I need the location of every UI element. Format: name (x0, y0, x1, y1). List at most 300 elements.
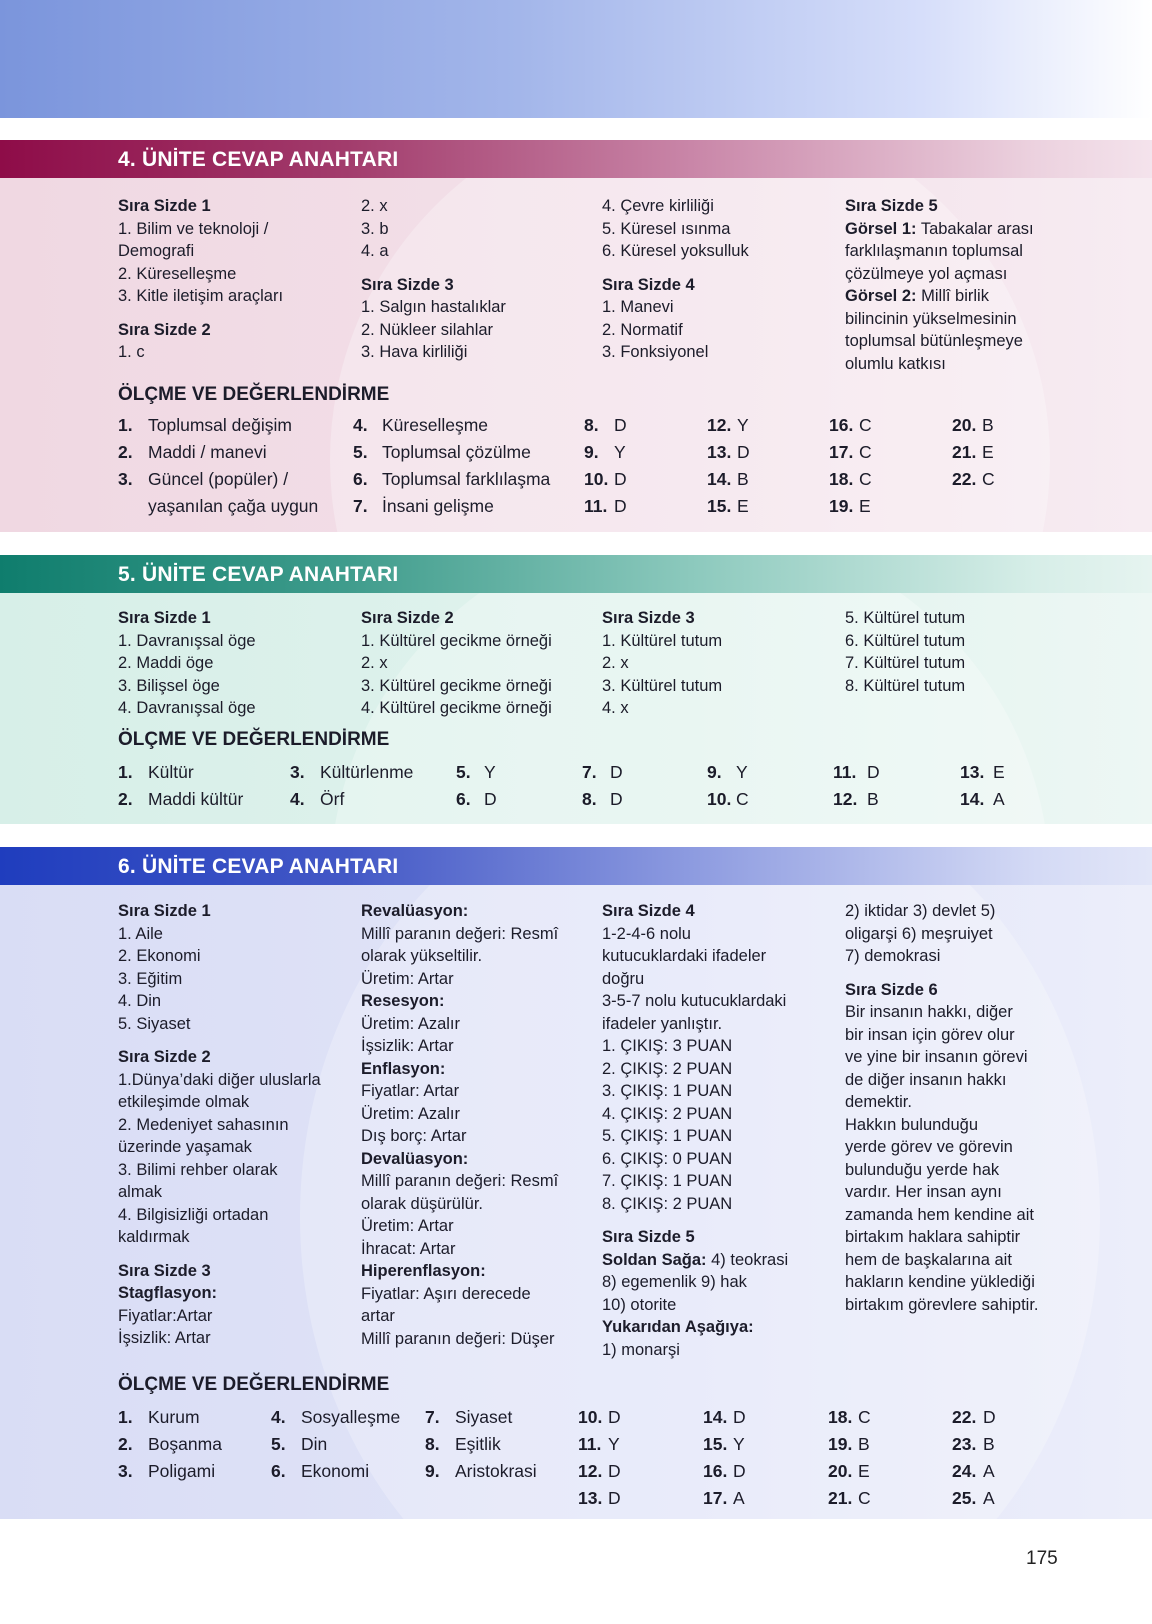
text-line: hem de başkalarına ait (845, 1250, 1012, 1269)
answer-value: Y (608, 1434, 620, 1454)
answer-number: 10. (707, 789, 732, 809)
text-line: Bir insanın hakkı, diğer (845, 1003, 1013, 1021)
answer-row (118, 1431, 222, 1458)
spacer (361, 263, 506, 274)
u6-col-4 (845, 900, 1039, 1316)
u5-answers-col-7 (960, 759, 1005, 813)
text-line: 4. Davranışsal öge (118, 699, 256, 717)
answer-number: 4. (353, 415, 368, 435)
text-line: demektir. (845, 1093, 912, 1111)
answer-row (578, 1404, 621, 1431)
gorsel-2-rest (845, 308, 1034, 376)
u5-col-1 (118, 607, 256, 720)
answer-number: 11. (578, 1434, 602, 1454)
answer-number: 4. (290, 789, 305, 809)
text-line: 1. Kültürel gecikme örneği (361, 631, 552, 650)
answer-value: D (737, 442, 750, 462)
u6-col-1 (118, 900, 321, 1350)
answer-value: E (982, 442, 994, 462)
spacer (118, 1249, 321, 1260)
u4-col-1 (118, 195, 283, 364)
answer-number: 6. (271, 1461, 286, 1481)
answer-row (829, 439, 872, 466)
u6-answers-col-7 (952, 1404, 996, 1512)
section-heading: Sıra Sizde 2 (361, 609, 454, 627)
u6-col-2 (361, 900, 558, 1350)
answer-row (290, 759, 413, 786)
text-line: 2. Medeniyet sahasının (118, 1115, 289, 1134)
text-line: 2. x (361, 197, 388, 215)
section-heading: Sıra Sizde 3 (602, 609, 695, 627)
gorsel-1-label: Görsel 1: (845, 219, 917, 238)
answer-value: B (867, 789, 879, 809)
text-line: 1.Dünya’daki diğer uluslarla (118, 1070, 321, 1089)
answer-value: yaşanılan çağa uygun (148, 496, 319, 516)
text-line: 1-2-4-6 nolu (602, 924, 691, 943)
answer-value: Maddi / manevi (148, 442, 267, 462)
answer-value: İnsani gelişme (382, 496, 494, 516)
gorsel-1-line (845, 218, 1034, 241)
spacer (602, 263, 749, 274)
text-line: vardır. Her insan aynı (845, 1183, 1002, 1201)
answer-number: 1. (118, 1407, 133, 1427)
answer-value: D (608, 1488, 621, 1508)
answer-row (952, 1458, 996, 1485)
u4-answers-col-4 (707, 412, 750, 520)
text-line: üzerinde yaşamak (118, 1138, 252, 1156)
answer-number: 18. (829, 469, 854, 489)
answer-row (952, 466, 995, 493)
text-line: 1. Salgın hastalıklar (361, 298, 506, 316)
u6-col-3 (602, 900, 788, 1361)
spacer (118, 1035, 321, 1046)
text-line: 1. c (118, 343, 145, 361)
answer-value: Aristokrasi (455, 1461, 537, 1481)
answer-row (582, 759, 623, 786)
text-line: 4. Din (118, 992, 162, 1010)
answer-row (578, 1485, 621, 1512)
answer-value: Toplumsal çözülme (382, 442, 531, 462)
unit-4-title: 4. ÜNİTE CEVAP ANAHTARI (118, 148, 399, 171)
answer-value: D (608, 1461, 621, 1481)
page-number: 175 (1026, 1548, 1058, 1569)
answer-number: 6. (456, 789, 471, 809)
answer-value: Y (736, 762, 748, 782)
unit-6-title-bar (0, 847, 1152, 885)
text-line: 3-5-7 nolu kutucuklardaki (602, 992, 787, 1010)
text-line: 4. Çevre kirliliği (602, 197, 714, 215)
answer-value: Örf (320, 789, 345, 809)
gorsel-2-line (845, 285, 1034, 308)
answer-value: Poligami (148, 1461, 216, 1481)
text-line: Üretim: Artar (361, 1217, 454, 1235)
text-line: almak (118, 1183, 163, 1201)
answer-number: 7. (353, 496, 368, 516)
answer-row (828, 1458, 871, 1485)
u6-answers-col-4 (578, 1404, 621, 1512)
answer-row (353, 412, 550, 439)
u5-answers-col-6 (833, 759, 880, 813)
text-line: 5. Siyaset (118, 1014, 191, 1033)
text-line: İşsizlik: Artar (118, 1329, 211, 1347)
answer-number: 15. (703, 1434, 728, 1454)
answer-row (829, 466, 872, 493)
text-line: Demografi (118, 242, 195, 260)
text-line: 2. ÇIKIŞ: 2 PUAN (602, 1059, 733, 1078)
sira-sizde-5-heading: Sıra Sizde 5 (845, 197, 938, 215)
text-line: bulunduğu yerde hak (845, 1160, 1000, 1179)
text-line: Hakkın bulunduğu (845, 1115, 979, 1134)
answer-number: 10. (584, 469, 609, 489)
text-line: Fiyatlar: Aşırı derecede (361, 1284, 531, 1303)
answer-value: C (982, 469, 995, 489)
answer-value: D (867, 762, 880, 782)
sira-sizde-4-block (602, 900, 788, 1215)
answer-row (828, 1404, 871, 1431)
text-line: birtakım haklara sahiptir (845, 1228, 1021, 1246)
answer-row (584, 466, 627, 493)
answer-value: A (983, 1488, 995, 1508)
answer-number: 19. (829, 496, 854, 516)
text-line: 5. ÇIKIŞ: 1 PUAN (602, 1127, 733, 1145)
text-line: 8. Kültürel tutum (845, 676, 966, 695)
text-line: 5. Kültürel tutum (845, 609, 966, 627)
text-line: 3. Hava kirliliği (361, 343, 468, 361)
answer-number: 14. (703, 1407, 728, 1427)
answer-number: 5. (456, 762, 471, 782)
unit-5-title: 5. ÜNİTE CEVAP ANAHTARI (118, 563, 399, 586)
text-line: Üretim: Artar (361, 969, 454, 988)
u4-col-2 (361, 195, 506, 364)
section-heading: Sıra Sizde 3 (118, 1261, 211, 1280)
u5-answers-col-3 (456, 759, 497, 813)
text-line: 2. Nükleer silahlar (361, 320, 494, 339)
text-line: çözülmeye yol açması (845, 264, 1008, 283)
text-line: kaldırmak (118, 1228, 190, 1246)
answer-row (952, 1404, 996, 1431)
answer-row (707, 466, 750, 493)
text-line: Üretim: Azalır (361, 1014, 461, 1033)
u5-answers-col-5 (707, 759, 749, 813)
u5-answers-col-1 (118, 759, 243, 813)
answer-row (118, 412, 318, 439)
answer-value: Kültürlenme (320, 762, 414, 782)
answer-row (582, 786, 623, 813)
text-line: olarak düşürülür. (361, 1194, 483, 1213)
answer-value: C (858, 1488, 871, 1508)
unit-5-answer-key (0, 555, 1152, 824)
answer-row (828, 1485, 871, 1512)
u4-olcme-heading: ÖLÇME VE DEĞERLENDİRME (118, 384, 390, 405)
answer-row (703, 1485, 746, 1512)
text-line: de diğer insanın hakkı (845, 1070, 1007, 1089)
answer-row (952, 412, 995, 439)
answer-value: Siyaset (455, 1407, 513, 1427)
soldan-saga-text: 4) teokrasi (711, 1250, 789, 1269)
answer-value: Toplumsal değişim (148, 415, 292, 435)
answer-value: C (859, 415, 872, 435)
answer-number: 9. (707, 762, 722, 782)
text-line: 1. Aile (118, 924, 163, 943)
text-line: 3. b (361, 219, 389, 238)
text-line: 4. ÇIKIŞ: 2 PUAN (602, 1104, 733, 1123)
answer-value: E (859, 496, 871, 516)
section-heading: Sıra Sizde 2 (118, 320, 211, 339)
answer-value: Y (614, 442, 626, 462)
answer-row (118, 466, 318, 493)
answer-row (707, 412, 750, 439)
u4-col-4 (845, 195, 1034, 375)
unit-4-answer-key (0, 140, 1152, 532)
text-line: 1. Davranışsal öge (118, 631, 256, 650)
u6-olcme-heading: ÖLÇME VE DEĞERLENDİRME (118, 1374, 390, 1395)
section-heading: Sıra Sizde 6 (845, 980, 938, 999)
answer-value: Y (733, 1434, 745, 1454)
answer-number: 6. (353, 469, 368, 489)
answer-number: 17. (703, 1488, 728, 1508)
answer-number: 13. (578, 1488, 603, 1508)
answer-row (703, 1458, 746, 1485)
answer-row (425, 1458, 537, 1485)
answer-number: 12. (833, 789, 858, 809)
section-heading: Sıra Sizde 4 (602, 275, 695, 294)
answer-value: D (614, 415, 627, 435)
answer-value: D (610, 762, 623, 782)
answer-value: C (859, 442, 872, 462)
answer-value: Kurum (148, 1407, 200, 1427)
answer-number: 9. (425, 1461, 440, 1481)
answer-number: 17. (829, 442, 854, 462)
answer-number: 22. (952, 1407, 977, 1427)
answer-row (584, 439, 627, 466)
text-line: 10) otorite (602, 1295, 677, 1314)
text-line: 4. Bilgisizliği ortadan (118, 1205, 269, 1224)
u5-answers-col-4 (582, 759, 623, 813)
u5-col-3 (602, 607, 722, 720)
answer-row (353, 493, 550, 520)
answer-value: Eşitlik (455, 1434, 501, 1454)
text-line: 2. x (361, 654, 388, 672)
text-line: 6. Kültürel tutum (845, 631, 966, 650)
text-line: 3. Bilişsel öge (118, 676, 220, 695)
answer-value: Din (301, 1434, 328, 1454)
answer-number: 11. (833, 762, 857, 782)
answer-number: 18. (828, 1407, 853, 1427)
answer-row (271, 1404, 400, 1431)
answer-number: 20. (952, 415, 977, 435)
text-line: 8. ÇIKIŞ: 2 PUAN (602, 1194, 733, 1213)
text-line: Millî paranın değeri: Düşer (361, 1329, 555, 1348)
text-line: doğru (602, 969, 645, 988)
answer-number: 7. (425, 1407, 440, 1427)
answer-value: Güncel (popüler) / (148, 469, 289, 489)
answer-value: Kültür (148, 762, 194, 782)
text-line: 3. Kültürel gecikme örneği (361, 676, 552, 695)
section-heading: Sıra Sizde 3 (361, 275, 454, 294)
answer-row (833, 786, 880, 813)
answer-value: Y (484, 762, 496, 782)
section-heading: Sıra Sizde 1 (118, 197, 211, 215)
section-heading: Enflasyon: (361, 1059, 446, 1078)
answer-number: 3. (118, 469, 133, 489)
answer-row (456, 786, 497, 813)
text-line: 8) egemenlik 9) hak (602, 1273, 747, 1291)
answer-number: 20. (828, 1461, 853, 1481)
yukaridan-asagiya-rest (602, 1339, 788, 1362)
soldan-saga-label: Soldan Sağa: (602, 1250, 707, 1269)
yukaridan-asagiya-label: Yukarıdan Aşağıya: (602, 1318, 754, 1336)
answer-number: 14. (707, 469, 732, 489)
gorsel-1-text: Tabakalar arası (920, 219, 1034, 238)
text-line: oligarşi 6) meşruiyet (845, 924, 993, 943)
text-line: 3. ÇIKIŞ: 1 PUAN (602, 1082, 733, 1100)
text-line: olumlu katkısı (845, 354, 946, 373)
spacer (602, 1215, 788, 1226)
text-line: 2. x (602, 654, 629, 672)
answer-row (353, 439, 550, 466)
answer-number: 5. (271, 1434, 286, 1454)
u4-col-3 (602, 195, 749, 364)
answer-number: 8. (582, 789, 597, 809)
answer-row (118, 1458, 222, 1485)
text-line: bilincinin yükselmesinin (845, 309, 1017, 328)
answer-row (960, 786, 1005, 813)
text-line: 3. Kitle iletişim araçları (118, 287, 284, 305)
answer-number: 14. (960, 789, 985, 809)
answer-value: C (858, 1407, 871, 1427)
answer-value: B (983, 1434, 995, 1454)
gorsel-1-rest (845, 240, 1034, 285)
text-line: 2. Normatif (602, 320, 683, 339)
answer-row (707, 759, 749, 786)
answer-value: A (983, 1461, 995, 1481)
gorsel-2-label: Görsel 2: (845, 287, 917, 305)
answer-row (271, 1458, 400, 1485)
answer-number: 8. (425, 1434, 440, 1454)
text-line: Millî paranın değeri: Resmî (361, 924, 559, 943)
answer-row (118, 759, 243, 786)
answer-number: 1. (118, 415, 133, 435)
answer-row (425, 1404, 537, 1431)
text-line: artar (361, 1307, 395, 1325)
answer-value: D (610, 789, 623, 809)
text-line: 2. Ekonomi (118, 947, 201, 965)
text-line: 4. Kültürel gecikme örneği (361, 699, 552, 717)
answer-row (584, 412, 627, 439)
text-line: 1. Bilim ve teknoloji / (118, 219, 269, 238)
text-line: Fiyatlar:Artar (118, 1306, 213, 1325)
section-heading: Stagflasyon: (118, 1284, 218, 1302)
answer-value: B (737, 469, 749, 489)
answer-number: 9. (584, 442, 599, 462)
answer-value: B (858, 1434, 870, 1454)
answer-row (425, 1431, 537, 1458)
answer-row (952, 1485, 996, 1512)
answer-value: Maddi kültür (148, 789, 244, 809)
answer-value: D (608, 1407, 621, 1427)
unit-6-title: 6. ÜNİTE CEVAP ANAHTARI (118, 855, 399, 878)
section-heading: Hiperenflasyon: (361, 1262, 486, 1280)
sira-sizde-5-heading: Sıra Sizde 5 (602, 1228, 695, 1246)
text-line: ve yine bir insanın görevi (845, 1048, 1028, 1066)
answer-row (290, 786, 413, 813)
u4-answers-col-5 (829, 412, 872, 520)
answer-number: 21. (828, 1488, 853, 1508)
answer-value: Küreselleşme (382, 415, 489, 435)
gorsel-2-text: Millî birlik (921, 287, 989, 305)
text-line: İşsizlik: Artar (361, 1037, 454, 1055)
unit-4-title-bar (0, 140, 1152, 178)
u4-answers-col-2 (353, 412, 550, 520)
text-line: 1) monarşi (602, 1340, 680, 1359)
answer-value: E (737, 496, 749, 516)
u5-olcme-heading: ÖLÇME VE DEĞERLENDİRME (118, 729, 390, 750)
text-line: 1. Kültürel tutum (602, 631, 723, 650)
answer-row (456, 759, 497, 786)
text-line: Dış borç: Artar (361, 1127, 467, 1145)
spacer (845, 968, 1039, 979)
answer-row (707, 786, 749, 813)
answer-number: 15. (707, 496, 732, 516)
u5-col-2 (361, 607, 552, 720)
answer-value: D (983, 1407, 996, 1427)
unit-5-title-bar (0, 555, 1152, 593)
answer-number: 5. (353, 442, 368, 462)
text-line: 1. Manevi (602, 298, 674, 316)
text-line: hakların kendine yüklediği (845, 1273, 1035, 1291)
text-line: 2) iktidar 3) devlet 5) (845, 902, 996, 920)
answer-number: 3. (290, 762, 305, 782)
answer-number: 10. (578, 1407, 603, 1427)
answer-value: Y (737, 415, 749, 435)
text-line: 3. Kültürel tutum (602, 676, 723, 695)
answer-row (703, 1431, 746, 1458)
answer-value: A (733, 1488, 745, 1508)
answer-number: 22. (952, 469, 977, 489)
text-line: 2. Küreselleşme (118, 264, 237, 283)
text-line: 3. Eğitim (118, 969, 183, 988)
text-line: İhracat: Artar (361, 1239, 456, 1258)
answer-value: B (982, 415, 994, 435)
u6-answers-col-5 (703, 1404, 746, 1512)
answer-value: Sosyalleşme (301, 1407, 401, 1427)
answer-row (578, 1458, 621, 1485)
answer-number: 8. (584, 415, 599, 435)
text-line: 3. Bilimi rehber olarak (118, 1160, 278, 1179)
answer-row (118, 786, 243, 813)
section-heading: Resesyon: (361, 992, 445, 1010)
text-line: 4. a (361, 242, 389, 260)
answer-number: 3. (118, 1461, 133, 1481)
text-line: etkileşimde olmak (118, 1093, 250, 1111)
answer-number: 2. (118, 442, 133, 462)
section-heading: Sıra Sizde 1 (118, 609, 211, 627)
answer-number: 13. (960, 762, 985, 782)
text-line: zamanda hem kendine ait (845, 1205, 1034, 1224)
text-line: kutucuklardaki ifadeler (602, 947, 767, 965)
answer-row (707, 439, 750, 466)
text-line: ifadeler yanlıştır. (602, 1014, 723, 1033)
soldan-saga-line (602, 1249, 788, 1272)
section-heading: Devalüasyon: (361, 1149, 469, 1168)
answer-number: 13. (707, 442, 732, 462)
text-line: 7. Kültürel tutum (845, 654, 966, 672)
u5-col-4 (845, 607, 965, 697)
text-line: 6. Küresel yoksulluk (602, 242, 749, 260)
answer-value: D (484, 789, 497, 809)
answer-row (703, 1404, 746, 1431)
answer-number: 16. (703, 1461, 728, 1481)
